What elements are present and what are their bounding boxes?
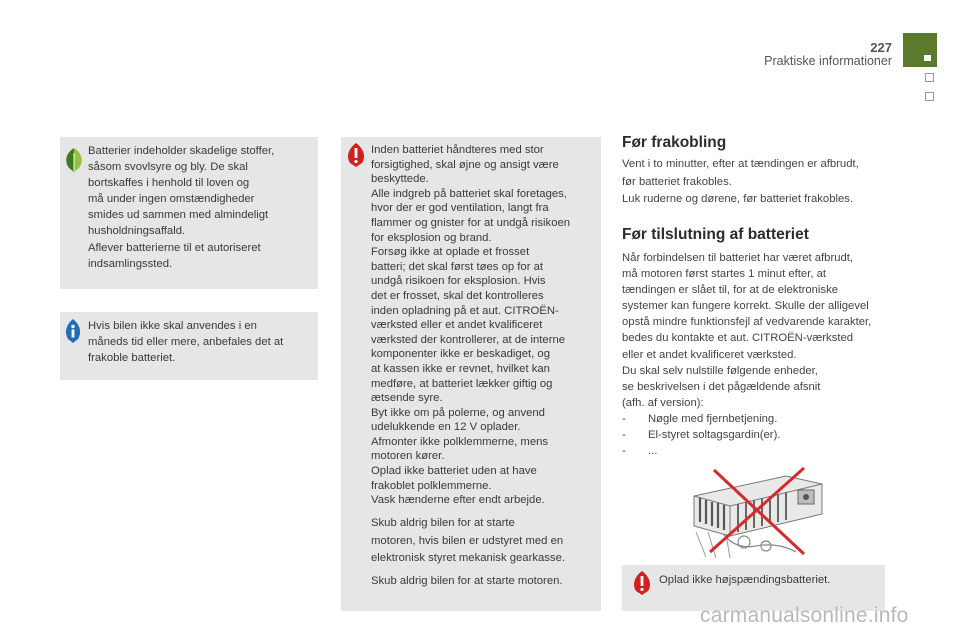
recycling-note-text: Batterier indeholder skadelige stoffer, såsom svovlsyre og bly. De skal bortskaffes i henhold til loven og må under ingen omstændigheder smides ud sammen med almindeligt husholdningsaffald. Aflever batterierne til et autoriseret indsamlingssted.	[88, 145, 275, 270]
crossed-out-battery-charger-icon	[686, 462, 832, 560]
warning-icon	[345, 142, 367, 168]
push-start-text: Skub aldrig bilen for at starte motoren.	[371, 575, 563, 587]
heading-before-reconnect: Før tilslutning af batteriet	[622, 226, 809, 243]
nav-box-1	[925, 73, 934, 82]
chapter-tab-mark	[924, 55, 931, 61]
battery-warning-text: Inden batteriet håndteres med stor forsigtighed, skal øjne og ansigt være beskyttede. Alle indgreb på batteriet skal foretages, hvor der er god ventilation, langt fra flammer og gnister for at undgå risikoen for eksplosion og brand. Forsøg ikke at oplade et frosset batteri; det skal først tøes op for at undgå risikoen for eksplosion. Hvis det er frosset, skal det kontrolleres inden opladning på et aut. CITROËN- værksted eller et andet kvalificeret værksted der kontrollerer, at de interne komponenter ikke er beskadiget, og at kassen ikke er revnet, hvilket kan medføre, at batteriet lækker giftig og ætsende syre. Byt ikke om på polerne, og anvend udelukkende en 12 V oplader. Afmonter ikke polklemmerne, mens motoren kører. Oplad ikke batteriet uden at have frakoblet polklemmerne. Vask hænderne efter endt arbejde.	[371, 144, 571, 507]
eco-leaf-icon	[62, 147, 86, 173]
before-disconnect-text: Vent i to minutter, efter at tændingen er afbrudt, før batteriet frakobles. Luk ruderne og dørene, før batteriet frakobles.	[622, 158, 859, 205]
before-reconnect-text: Når forbindelsen til batteriet har været afbrudt, må motoren først startes 1 minut efter, at tændingen er slået til, for at de elektroniske systemer kan fungere korrekt. Skulle der alligevel opstå mindre funktionsfejl af vedvarende karakter, bedes du kontakte et aut. CITROËN-værksted eller et andet kvalificeret værksted. Du skal selv nulstille følgende enheder, se beskrivelsen i det pågældende afsnit (afh. af version):	[622, 252, 872, 409]
info-note-box	[60, 312, 318, 380]
info-icon	[63, 318, 83, 344]
battery-warning-box	[341, 137, 601, 611]
warning-icon	[631, 570, 653, 596]
section-title: Praktiske informationer	[764, 54, 892, 68]
page-number: 227	[870, 40, 892, 55]
chapter-tab	[903, 33, 937, 67]
watermark: carmanualsonline.info	[700, 604, 909, 627]
info-note-text: Hvis bilen ikke skal anvendes i en måneds tid eller mere, anbefales det at frakoble batteriet.	[88, 320, 284, 365]
recycling-note-box	[60, 137, 318, 289]
nav-box-2	[925, 92, 934, 101]
heading-before-disconnect: Før frakobling	[622, 134, 727, 151]
push-start-gearbox-text: Skub aldrig bilen for at starte motoren, hvis bilen er udstyret med en elektronisk styret mekanisk gearkasse.	[371, 517, 566, 564]
high-voltage-warning-text: Oplad ikke højspændingsbatteriet.	[659, 574, 831, 586]
